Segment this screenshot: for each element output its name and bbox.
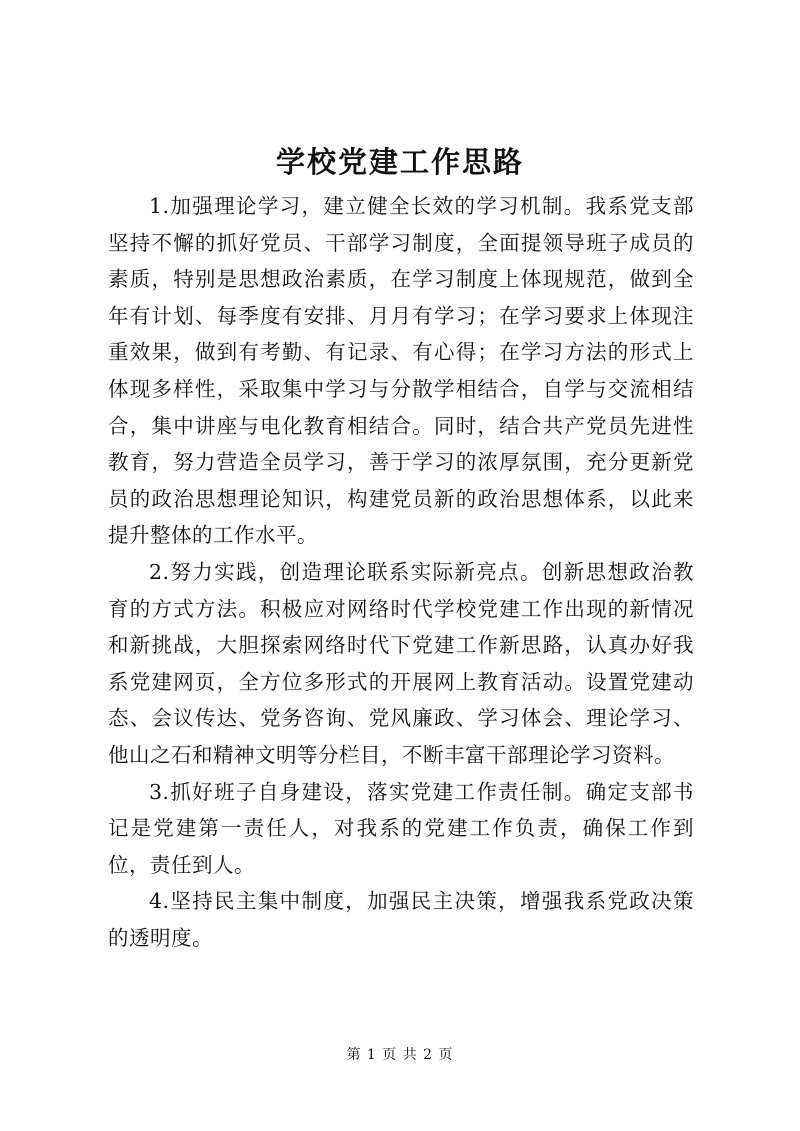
page-footer bbox=[0, 1045, 800, 1065]
document-title: 学校党建工作思路 bbox=[275, 145, 524, 179]
page-number-indicator: 第 1 页 共 2 页 bbox=[346, 1047, 454, 1063]
paragraph-3: 3.抓好班子自身建设，落实党建工作责任制。确定支部书记是党建第一责任人，对我系的党建工作负责，确保工作到位，责任到人。 bbox=[108, 779, 694, 877]
paragraph-1: 1.加强理论学习，建立健全长效的学习机制。我系党支部坚持不懈的抓好党员、干部学习制度，全面提领导班子成员的素质，特别是思想政治素质，在学习制度上体现规范，做到全年有计划、每季度有安排、月月有学习；在学习要求上体现注重效果，做到有考勤、有记录、有心得；在学习方法的形式上体现多样性，采取集中学习与分散学相结合，自学与交流相结合，集中讲座与电化教育相结合。同时，结合共产党员先进性教育，努力营造全员学习，善于学习的浓厚氛围，充分更新党员的政治思想理论知识，构建党员新的政治思想体系，以此来提升整体的工作水平。 bbox=[108, 194, 694, 548]
paragraph-2: 2.努力实践，创造理论联系实际新亮点。创新思想政治教育的方式方法。积极应对网络时代学校党建工作出现的新情况和新挑战，大胆探索网络时代下党建工作新思路，认真办好我系党建网页，全方位多形式的开展网上教育活动。设置党建动态、会议传达、党务咨询、党风廉政、学习体会、理论学习、他山之石和精神文明等分栏目，不断丰富干部理论学习资料。 bbox=[108, 559, 694, 767]
paragraph-4: 4.坚持民主集中制度，加强民主决策，增强我系党政决策的透明度。 bbox=[108, 889, 694, 950]
document-body bbox=[108, 188, 694, 956]
